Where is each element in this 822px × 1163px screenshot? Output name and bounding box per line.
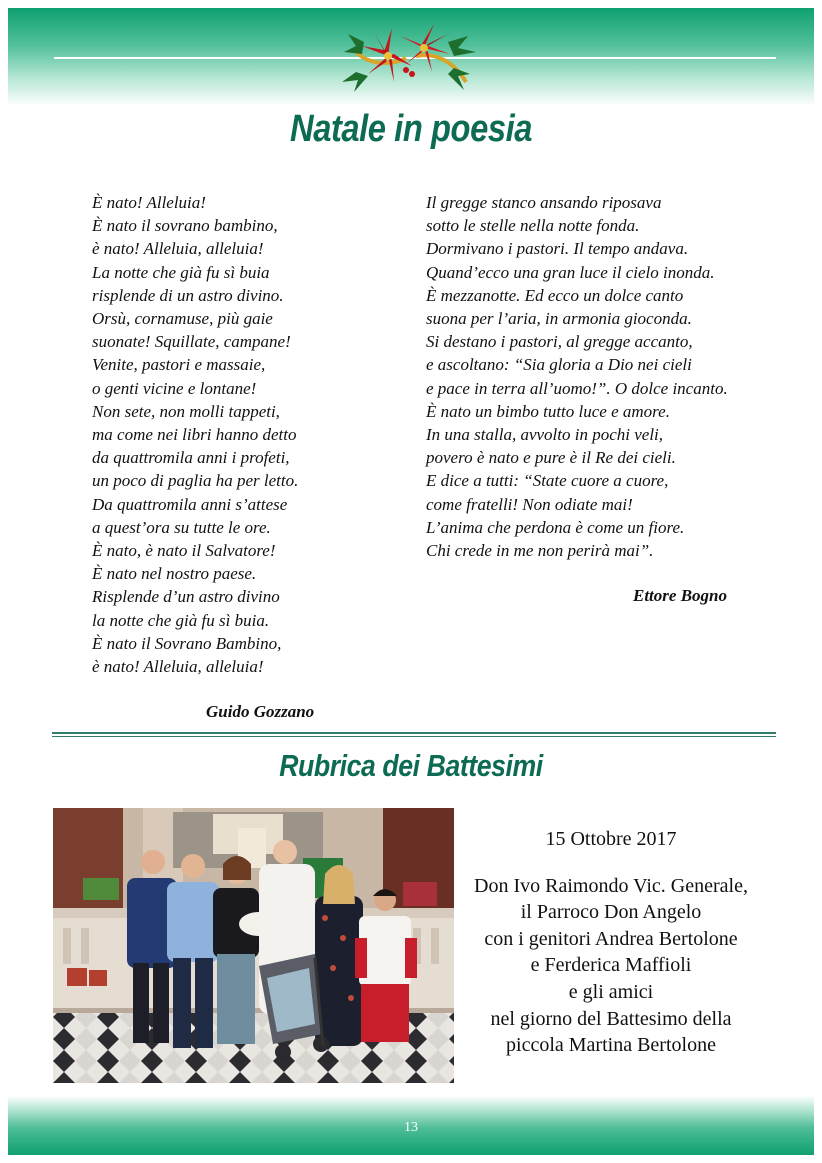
poem-line: risplende di un astro divino. [92,285,284,305]
poem-line: e pace in terra all’uomo!”. O dolce incanto. [426,378,728,398]
poem-line: La notte che già fu sì buia [92,262,270,282]
baptism-caption [458,826,764,1059]
poem-line: suona per l’aria, in armonia gioconda. [426,309,692,329]
poem-left [92,191,298,678]
footer-band [8,1096,814,1155]
poem-line: È mezzanotte. Ed ecco un dolce canto [426,285,684,305]
poem-line: a quest’ora su tutte le ore. [92,517,271,537]
poem-line: è nato! Alleluia, alleluia! [92,239,264,259]
section-title: Rubrica dei Battesimi [279,748,543,783]
poem-line: da quattromila anni i profeti, [92,448,290,468]
poem-line: suonate! Squillate, campane! [92,332,291,352]
caption-line: e Ferderica Maffioli [530,954,692,977]
baptism-group-photo [53,808,454,1083]
baptism-date: 15 Ottobre 2017 [545,828,677,850]
poem-line: Risplende d’un astro divino [92,587,280,607]
poem-line: o genti vicine e lontane! [92,378,257,398]
poem-line: È nato il sovrano bambino, [92,216,278,236]
poem-line: e ascoltano: “Sia gloria a Dio nei cieli [426,355,692,375]
caption-line: il Parroco Don Angelo [520,901,702,924]
poem-line: ma come nei libri hanno detto [92,425,297,445]
poem-line: E dice a tutti: “State cuore a cuore, [426,471,669,491]
poem-line: Non sete, non molli tappeti, [92,401,280,421]
poinsettia-icon [336,12,484,94]
caption-line: piccola Martina Bertolone [506,1034,716,1057]
caption-line: con i genitori Andrea Bertolone [484,927,738,950]
poem-left-author: Guido Gozzano [206,702,315,721]
poem-line: Quand’ecco una gran luce il cielo inonda. [426,262,715,282]
poem-line: È nato il Sovrano Bambino, [92,633,282,653]
caption-line: e gli amici [568,980,654,1003]
poem-line: È nato nel nostro paese. [92,564,257,584]
poem-line: È nato! Alleluia! [92,193,206,212]
poem-right [426,191,728,562]
caption-line: nel giorno del Battesimo della [490,1007,732,1030]
poem-line: Si destano i pastori, al gregge accanto, [426,332,693,352]
poem-line: È nato un bimbo tutto luce e amore. [426,401,670,421]
poem-line: Venite, pastori e massaie, [92,355,266,375]
poem-line: Chi crede in me non perirà mai”. [426,541,654,561]
poem-line: è nato! Alleluia, alleluia! [92,657,264,677]
page-number: 13 [404,1120,418,1135]
section-divider [52,736,776,737]
poem-line: povero è nato e pure è il Re dei cieli. [426,448,676,468]
poem-line: È nato, è nato il Salvatore! [92,541,276,561]
poem-line: In una stalla, avvolto in pochi veli, [426,425,664,445]
poem-line: come fratelli! Non odiate mai! [426,494,633,514]
caption-line: Don Ivo Raimondo Vic. Generale, [474,874,748,897]
poem-line: la notte che già fu sì buia. [92,610,270,630]
poem-line: un poco di paglia ha per letto. [92,471,299,491]
poem-right-author: Ettore Bogno [633,586,727,605]
poem-line: Orsù, cornamuse, più gaie [92,309,273,329]
page-title: Natale in poesia [290,108,532,150]
section-divider [52,732,776,734]
poem-line: Il gregge stanco ansando riposava [426,193,662,212]
poem-line: sotto le stelle nella notte fonda. [426,216,640,236]
poem-line: L’anima che perdona è come un fiore. [426,517,685,537]
poem-line: Da quattromila anni s’attese [92,494,288,514]
poem-line: Dormivano i pastori. Il tempo andava. [426,239,689,259]
